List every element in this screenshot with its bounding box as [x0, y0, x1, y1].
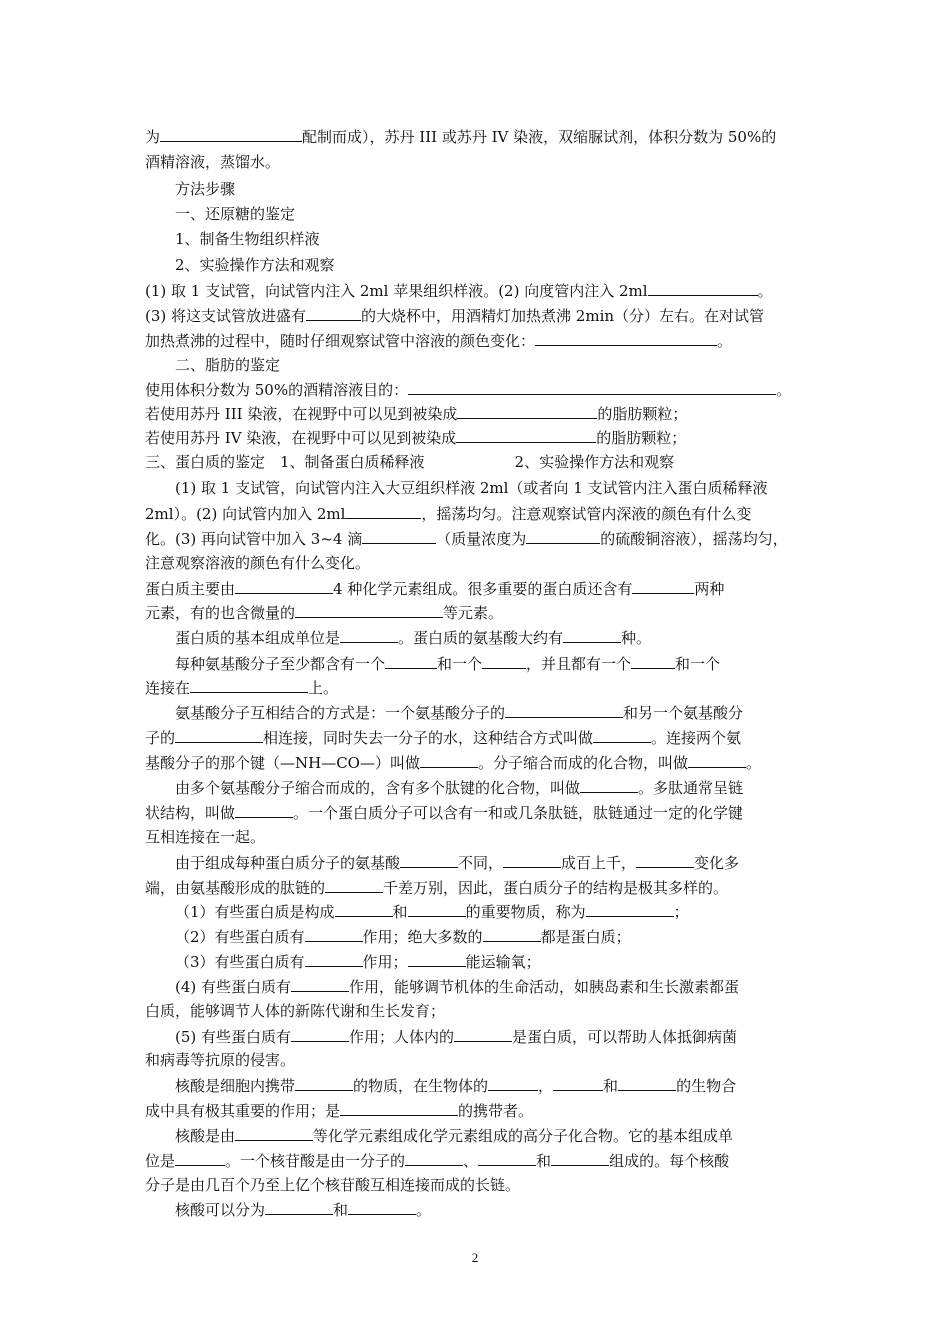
answer-blank[interactable]: [340, 1098, 458, 1116]
answer-blank[interactable]: [291, 974, 349, 992]
answer-blank[interactable]: [482, 651, 526, 669]
answer-blank[interactable]: [408, 899, 466, 917]
text-line: 化。(3) 再向试管中加入 3~4 滴 （质量浓度为 的硫酸铜溶液），摇荡均匀，: [145, 526, 810, 550]
answer-blank[interactable]: [175, 1148, 225, 1166]
page-number: 2: [471, 1250, 479, 1265]
text-line: 方法步骤: [175, 180, 236, 198]
answer-blank[interactable]: [400, 850, 458, 868]
answer-blank[interactable]: [325, 875, 383, 893]
text-line: 加热煮沸的过程中，随时仔细观察试管中溶液的颜色变化： 。: [145, 328, 810, 352]
section-heading: 三、蛋白质的鉴定 1、制备蛋白质稀释液 2、实验操作方法和观察: [145, 453, 675, 471]
text-line: 蛋白质的基本组成单位是 。蛋白质的氨基酸大约有 种。: [145, 625, 810, 649]
text-line: 和病毒等抗原的侵害。: [145, 1051, 296, 1069]
answer-blank[interactable]: [535, 328, 717, 346]
answer-blank[interactable]: [295, 600, 443, 618]
answer-blank[interactable]: [235, 800, 293, 818]
section-heading: 二、脂肪的鉴定: [175, 356, 281, 374]
answer-blank[interactable]: [551, 1148, 609, 1166]
text-line: 端，由氨基酸形成的肽链的 千差万别，因此，蛋白质分子的结构是极其多样的。: [145, 875, 810, 899]
text-line: 氨基酸分子互相结合的方式是：一个氨基酸分子的 和另一个氨基酸分: [145, 700, 810, 724]
text-line: 基酸分子的那个键（—NH—CO—）叫做 。分子缩合而成的化合物，叫做 。: [145, 750, 810, 774]
answer-blank[interactable]: [160, 124, 302, 142]
answer-blank[interactable]: [345, 501, 421, 519]
answer-blank[interactable]: [483, 924, 541, 942]
answer-blank[interactable]: [385, 651, 437, 669]
answer-blank[interactable]: [457, 401, 597, 419]
answer-blank[interactable]: [618, 1073, 676, 1091]
answer-blank[interactable]: [405, 1148, 463, 1166]
text-line: 由于组成每种蛋白质分子的氨基酸 不同， 成百上千， 变化多: [145, 850, 810, 874]
text-line: 连接在 上。: [145, 675, 810, 699]
text-line: 2ml）。(2) 向试管内加入 2ml ，摇荡均匀。注意观察试管内深液的颜色有什么变: [145, 501, 810, 525]
answer-blank[interactable]: [648, 278, 758, 296]
answer-blank[interactable]: [456, 425, 596, 443]
answer-blank[interactable]: [340, 625, 398, 643]
text-line: 位是 。一个核苷酸是由一分子的 、 和 组成的。每个核酸: [145, 1148, 810, 1172]
section-heading: 一、还原糖的鉴定: [175, 205, 296, 223]
answer-blank[interactable]: [488, 1073, 538, 1091]
text-line: (3) 将这支试管放进盛有 的大烧杯中，用酒精灯加热煮沸 2min（分）左右。在对试管: [145, 303, 810, 327]
text-line: 核酸是由 等化学元素组成化学元素组成的高分子化合物。它的基本组成单: [145, 1123, 810, 1147]
answer-blank[interactable]: [636, 850, 694, 868]
answer-blank[interactable]: [348, 1197, 416, 1215]
list-item: （2）有些蛋白质有 作用；绝大多数的 都是蛋白质；: [145, 924, 810, 948]
answer-blank[interactable]: [563, 625, 621, 643]
answer-blank[interactable]: [235, 1123, 313, 1141]
answer-blank[interactable]: [580, 775, 638, 793]
answer-blank[interactable]: [295, 1073, 353, 1091]
text-line: 核酸可以分为 和 。: [145, 1197, 810, 1221]
answer-blank[interactable]: [408, 949, 466, 967]
answer-blank[interactable]: [235, 576, 333, 594]
list-item: (4) 有些蛋白质有 作用，能够调节机体的生命活动，如胰岛素和生长激素都蛋: [145, 974, 810, 998]
answer-blank[interactable]: [526, 526, 600, 544]
text-line: 蛋白质主要由 4 种化学元素组成。很多重要的蛋白质还含有 两种: [145, 576, 810, 600]
answer-blank[interactable]: [175, 725, 263, 743]
list-item: （1）有些蛋白质是构成 和 的重要物质，称为 ；: [145, 899, 810, 923]
text-line: 为 配制而成），苏丹 III 或苏丹 IV 染液，双缩脲试剂，体积分数为 50%的: [145, 124, 810, 148]
answer-blank[interactable]: [586, 899, 674, 917]
text-line: 2、实验操作方法和观察: [175, 256, 335, 274]
answer-blank[interactable]: [306, 303, 361, 321]
answer-blank[interactable]: [362, 526, 436, 544]
answer-blank[interactable]: [505, 700, 623, 718]
text-line: 白质，能够调节人体的新陈代谢和生长发育；: [145, 1002, 446, 1020]
answer-blank[interactable]: [408, 377, 776, 395]
answer-blank[interactable]: [335, 899, 393, 917]
answer-blank[interactable]: [420, 750, 478, 768]
answer-blank[interactable]: [553, 1073, 603, 1091]
text-line: 酒精溶液，蒸馏水。: [145, 153, 281, 171]
text-line: 互相连接在一起。: [145, 828, 266, 846]
answer-blank[interactable]: [305, 924, 363, 942]
answer-blank[interactable]: [632, 576, 694, 594]
answer-blank[interactable]: [454, 1024, 512, 1042]
answer-blank[interactable]: [190, 675, 308, 693]
text-line: 成中具有极其重要的作用；是 的携带者。: [145, 1098, 810, 1122]
answer-blank[interactable]: [478, 1148, 536, 1166]
answer-blank[interactable]: [503, 850, 561, 868]
answer-blank[interactable]: [688, 750, 746, 768]
text-line: (1) 取 1 支试管，向试管内注入大豆组织样液 2ml（或者向 1 支试管内注入蛋白质稀释液: [175, 479, 768, 497]
text-line: 1、制备生物组织样液: [175, 230, 320, 248]
answer-blank[interactable]: [305, 949, 363, 967]
text-line: 使用体积分数为 50%的酒精溶液目的： 。: [145, 377, 810, 401]
text-line: 每种氨基酸分子至少都含有一个 和一个 ，并且都有一个 和一个: [145, 651, 810, 675]
text-line: 注意观察溶液的颜色有什么变化。: [145, 554, 371, 572]
text-line: 核酸是细胞内携带 的物质，在生物体的 ， 和 的生物合: [145, 1073, 810, 1097]
text-line: 分子是由几百个乃至上亿个核苷酸互相连接而成的长链。: [145, 1176, 521, 1194]
text-line: 元素，有的也含微量的 等元素。: [145, 600, 810, 624]
answer-blank[interactable]: [265, 1197, 333, 1215]
text-line: 若使用苏丹 IV 染液，在视野中可以见到被染成 的脂肪颗粒；: [145, 425, 810, 449]
text-line: 由多个氨基酸分子缩合而成的，含有多个肽键的化合物，叫做 。多肽通常呈链: [145, 775, 810, 799]
answer-blank[interactable]: [291, 1024, 349, 1042]
answer-blank[interactable]: [631, 651, 675, 669]
text-line: 状结构，叫做 。一个蛋白质分子可以含有一和或几条肽链，肽链通过一定的化学键: [145, 800, 810, 824]
text-line: 若使用苏丹 III 染液，在视野中可以见到被染成 的脂肪颗粒；: [145, 401, 810, 425]
list-item: (5) 有些蛋白质有 作用；人体内的 是蛋白质，可以帮助人体抵御病菌: [145, 1024, 810, 1048]
text-line: (1) 取 1 支试管，向试管内注入 2ml 苹果组织样液。(2) 向度管内注入 2ml 。: [145, 278, 810, 302]
text-line: 子的 相连接，同时失去一分子的水，这种结合方式叫做 。连接两个氨: [145, 725, 810, 749]
answer-blank[interactable]: [593, 725, 651, 743]
list-item: （3）有些蛋白质有 作用； 能运输氧；: [145, 949, 810, 973]
